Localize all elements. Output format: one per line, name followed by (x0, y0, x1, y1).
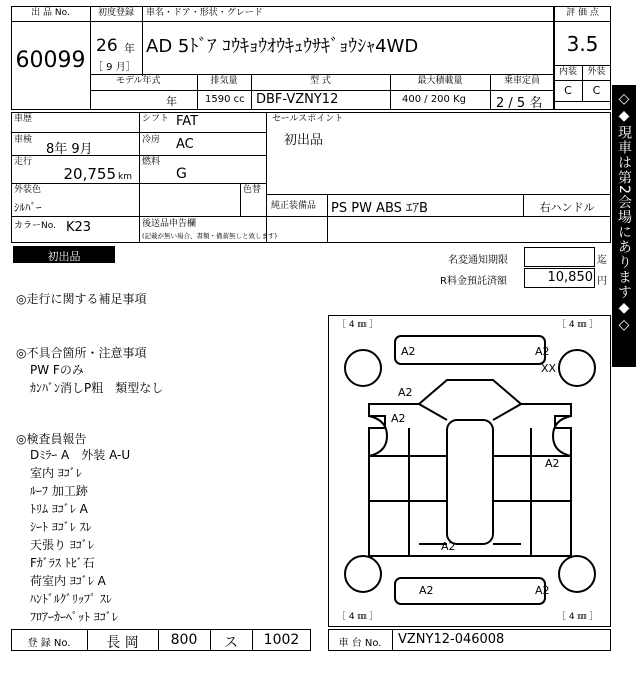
inspector-line: 荷室内 ﾖｺﾞﾚ A (30, 574, 106, 588)
tire-front-right (559, 350, 595, 386)
displacement: 1590 cc (205, 94, 245, 105)
tire-depth-rear-right: ［ 4 ㎜ ］ (557, 612, 599, 622)
mileage-value: 20,755 (63, 165, 116, 183)
lot-no: 60099 (15, 48, 86, 73)
name-change-label: 名変通知期限 (448, 255, 508, 266)
history-label: 車歴 (14, 114, 33, 124)
name-change-field (524, 247, 595, 267)
tire-front-left (345, 350, 381, 386)
roof (447, 420, 493, 544)
mileage-unit: km (118, 172, 132, 182)
inspection-label: 車検 (14, 135, 33, 145)
repaint-label: 色替 (243, 185, 262, 195)
displacement-label: 排気量 (210, 76, 238, 86)
equipment-value: PS PW ABS ｴｱB (331, 201, 428, 216)
color-label: 外装色 (14, 185, 42, 195)
car-outline-svg (329, 316, 610, 626)
max-load-label: 最大積載量 (417, 76, 463, 86)
reg-kana: ス (224, 635, 238, 651)
shift-value: FAT (176, 114, 199, 129)
max-load: 400 / 200 Kg (402, 94, 466, 105)
inspector-line: Fｶﾞﾗｽ ﾄﾋﾞ石 (30, 556, 95, 570)
fuel-value: G (176, 166, 187, 182)
first-reg-year: 26 (96, 36, 118, 56)
reg-area: 長 岡 (106, 635, 139, 651)
first-listing-badge-text: 初出品 (47, 250, 81, 263)
inspector-line: 室内 ﾖｺﾞﾚ (30, 466, 82, 480)
color-no-value: K23 (66, 220, 92, 235)
damage-mark-front-bumper-left: A2 (401, 345, 416, 358)
defects-title: ◎不具合箇所・注意事項 (16, 346, 147, 360)
exterior-label: 外装 (587, 67, 606, 77)
driving-notes-title: ◎走行に関する補足事項 (16, 292, 147, 306)
first-reg-month: ［ 9 月］ (93, 62, 136, 73)
defect-line: PW Fのみ (30, 363, 84, 377)
inspector-line: 天張り ﾖｺﾞﾚ (30, 538, 94, 552)
capacity: 2 / 5 名 (496, 96, 543, 111)
color-no-label: カラーNo. (14, 221, 56, 231)
damage-mark-rear-gate: A2 (441, 540, 456, 553)
recycle-value: 10,850 (547, 270, 593, 285)
rating-label: 評 価 点 (566, 8, 599, 18)
defect-line: ｶﾝﾊﾞﾝ消しP粗 類型なし (30, 381, 164, 395)
damage-mark-front-bumper-right: A2 (535, 345, 550, 358)
damage-mark-front-left-fender: A2 (398, 386, 413, 399)
inspector-line: ﾊﾝﾄﾞﾙｸﾞﾘｯﾌﾟ ｽﾚ (30, 592, 112, 606)
front-bumper (395, 336, 545, 364)
sales-point-label: セールスポイント (272, 114, 344, 124)
interior-grade: C (564, 84, 572, 97)
aftermarket-note: (記載が無い場合、書類・備蓄無しと致します) (142, 232, 278, 240)
tire-depth-front-left: ［ 4 ㎜ ］ (337, 320, 379, 330)
damage-mark-rear-bumper-right: A2 (535, 584, 550, 597)
a-pillars (419, 404, 521, 420)
recycle-unit: 円 (597, 276, 607, 287)
fuel-label: 燃料 (142, 157, 161, 167)
venue-sidebar-text: ◇◆現車は第2会場にあります◆◇ (616, 91, 632, 334)
lot-no-label: 出 品 No. (31, 8, 70, 18)
mileage-label: 走行 (14, 157, 33, 167)
shift-label: シフト (142, 114, 170, 124)
year-unit: 年 (124, 42, 135, 55)
inspector-line: ｼｰﾄ ﾖｺﾞﾚ ｽﾚ (30, 520, 92, 534)
body-outline (369, 380, 571, 556)
tire-rear-right (559, 556, 595, 592)
inspector-line: ﾄﾘﾑ ﾖｺﾞﾚ A (30, 502, 88, 516)
damage-mark-right-quarter: A2 (545, 457, 560, 470)
chassis-value: VZNY12-046008 (398, 632, 505, 647)
reg-number: 1002 (263, 632, 300, 648)
damage-mark-rear-bumper-left: A2 (419, 584, 434, 597)
recycle-label: R料金預託済額 (440, 276, 507, 287)
name-label: 車名・ドア・形状・グレード (146, 8, 263, 18)
damage-diagram (328, 315, 611, 627)
damage-mark-front-left-door: A2 (391, 412, 406, 425)
reg-class: 800 (170, 632, 198, 648)
model-year-unit: 年 (166, 95, 177, 108)
venue-sidebar (612, 85, 636, 367)
inspection-value: 8年 9月 (46, 142, 93, 157)
rating: 3.5 (566, 32, 599, 56)
inspector-line: Dﾐﾗｰ A 外装 A-U (30, 448, 131, 462)
tire-depth-rear-left: ［ 4 ㎜ ］ (337, 612, 379, 622)
tire-rear-left (345, 556, 381, 592)
chassis-label: 車 台 No. (338, 638, 382, 649)
inspector-line: ﾙｰﾌ 加工跡 (30, 484, 88, 498)
interior-label: 内装 (558, 67, 577, 77)
aftermarket-label: 後送品申告欄 (142, 219, 197, 229)
color-value: ｼﾙﾊﾞｰ (14, 201, 42, 214)
first-reg-label: 初度登録 (97, 8, 134, 18)
type-label: 型 式 (310, 76, 331, 86)
ac-value: AC (176, 137, 194, 152)
inspector-title: ◎検査員報告 (16, 432, 87, 446)
equipment-label: 純正装備品 (271, 201, 317, 211)
car-name: AD 5ﾄﾞｱ ｺｳｷｮｳｵｳｷｭｳｻｷﾞｮｳｼｬ4WD (146, 36, 419, 57)
rear-bumper (395, 578, 545, 604)
sales-point-value: 初出品 (284, 133, 324, 148)
capacity-label: 乗車定員 (503, 76, 540, 86)
ac-label: 冷房 (142, 135, 161, 145)
steering-value: 右ハンドル (539, 201, 595, 214)
type-code: DBF-VZNY12 (256, 92, 339, 107)
inspector-line: ﾌﾛｱｰｶｰﾍﾟｯﾄ ﾖｺﾞﾚ (30, 610, 118, 624)
name-change-unit: 迄 (597, 255, 607, 266)
side-panel-lines (409, 428, 531, 556)
damage-mark-front-right-fender: XX (541, 362, 557, 375)
exterior-grade: C (592, 84, 601, 97)
tire-depth-front-right: ［ 4 ㎜ ］ (557, 320, 599, 330)
model-year-label: モデル年式 (116, 76, 161, 86)
reg-label: 登 録 No. (27, 638, 71, 649)
